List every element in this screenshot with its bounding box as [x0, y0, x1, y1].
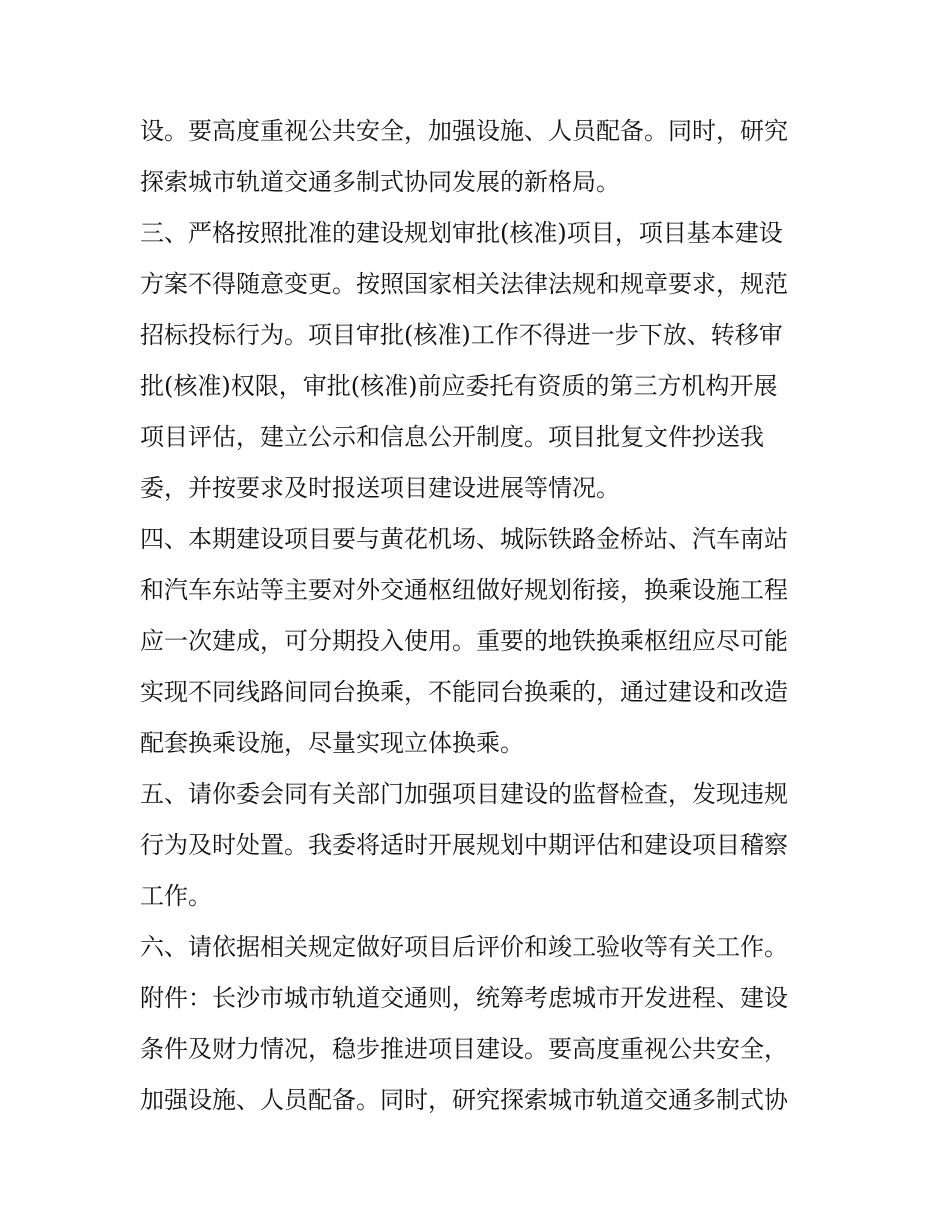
text-line: 方案不得随意变更。按照国家相关法律法规和规章要求，规范 [140, 270, 788, 298]
text-line: 五、请你委会同有关部门加强项目建设的监督检查，发现违规 [140, 780, 788, 808]
document-body [140, 106, 820, 1126]
text-line: 委，并按要求及时报送项目建设进展等情况。 [140, 474, 620, 502]
text-line: 工作。 [140, 882, 212, 910]
text-line: 加强设施、人员配备。同时，研究探索城市轨道交通多制式协 [140, 1086, 788, 1114]
text-line: 设。要高度重视公共安全，加强设施、人员配备。同时，研究 [140, 117, 788, 145]
text-line: 三、严格按照批准的建设规划审批(核准)项目，项目基本建设 [140, 219, 783, 247]
text-line: 四、本期建设项目要与黄花机场、城际铁路金桥站、汽车南站 [140, 525, 788, 553]
text-line: 条件及财力情况，稳步推进项目建设。要高度重视公共安全， [140, 1035, 788, 1063]
text-line: 探索城市轨道交通多制式协同发展的新格局。 [140, 168, 620, 196]
text-line: 六、请依据相关规定做好项目后评价和竣工验收等有关工作。 [140, 933, 788, 961]
text-line: 配套换乘设施，尽量实现立体换乘。 [140, 729, 524, 757]
text-line: 和汽车东站等主要对外交通枢纽做好规划衔接，换乘设施工程 [140, 576, 788, 604]
text-line: 招标投标行为。项目审批(核准)工作不得进一步下放、转移审 [140, 321, 783, 349]
text-line: 批(核准)权限，审批(核准)前应委托有资质的第三方机构开展 [140, 372, 778, 400]
text-line: 项目评估，建立公示和信息公开制度。项目批复文件抄送我 [140, 423, 764, 451]
text-line: 实现不同线路间同台换乘，不能同台换乘的，通过建设和改造 [140, 678, 788, 706]
text-line: 附件：长沙市城市轨道交通则，统筹考虑城市开发进程、建设 [140, 984, 788, 1012]
text-line: 行为及时处置。我委将适时开展规划中期评估和建设项目稽察 [140, 831, 788, 859]
text-line: 应一次建成，可分期投入使用。重要的地铁换乘枢纽应尽可能 [140, 627, 788, 655]
